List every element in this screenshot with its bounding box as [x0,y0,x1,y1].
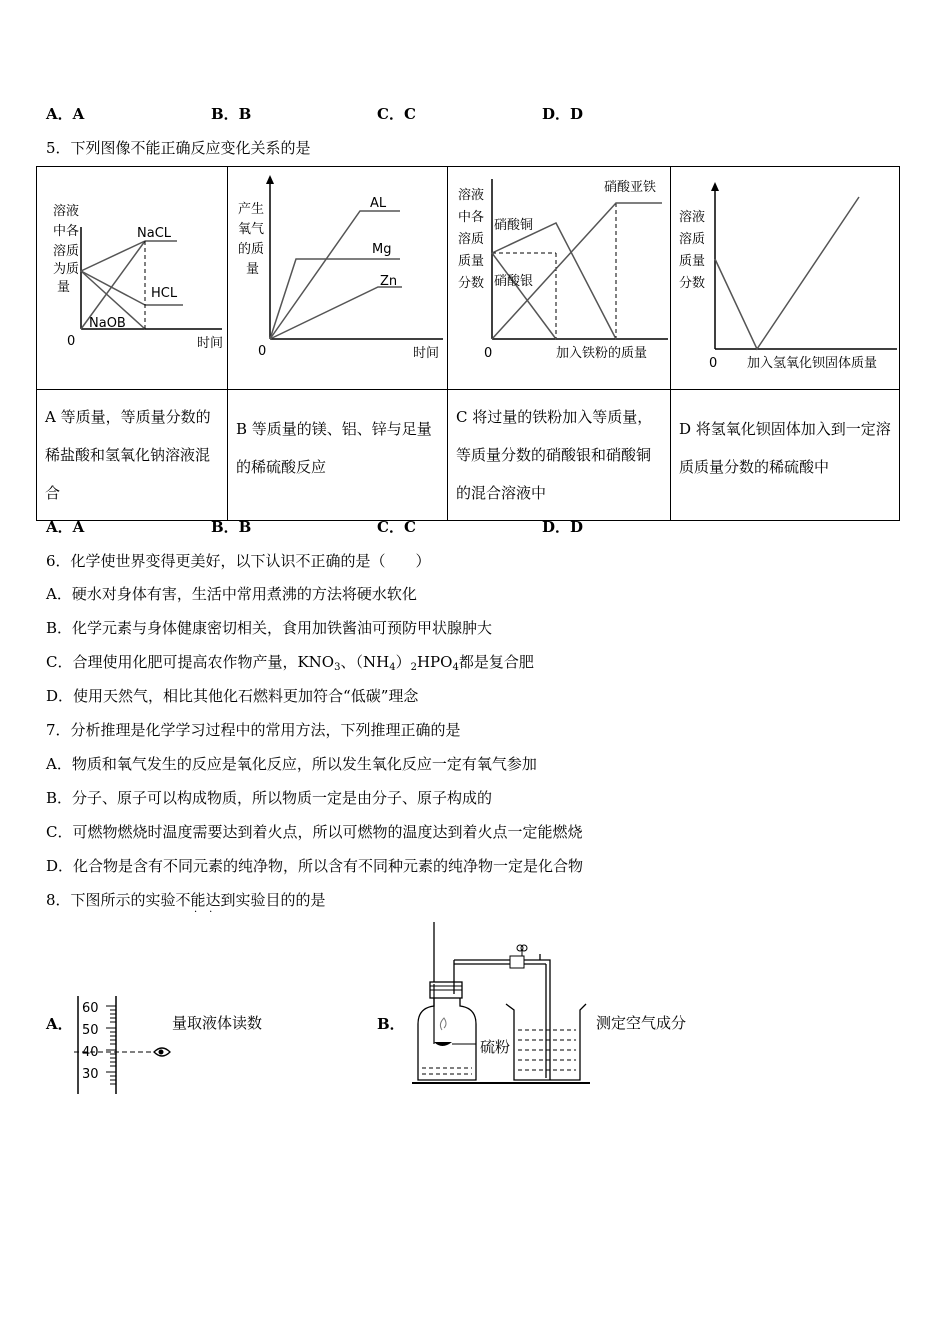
caption-c: C 将过量的铁粉加入等质量，等质量分数的硝酸银和硝酸铜的混合溶液中 [448,390,671,521]
graph-d-xlabel: 加入氢氧化钡固体质量 [747,356,878,371]
graph-c-label-fe: 硝酸亚铁 [604,180,657,195]
caption-b: B 等质量的镁、铝、锌与足量的稀硫酸反应 [228,390,448,521]
q7-option-c: C．可燃物燃烧时温度需要达到着火点，所以可燃物的温度达到着火点一定能燃烧 [46,823,583,841]
graph-c-ylabel-3: 溶质 [458,232,485,247]
graph-b-origin: 0 [258,344,267,359]
q7-option-b: B．分子、原子可以构成物质，所以物质一定是由分子、原子构成的 [46,789,493,807]
graph-c [448,167,670,389]
caption-a: A 等质量，等质量分数的稀盐酸和氢氧化钠溶液混合 [37,390,228,521]
graph-d [671,167,899,389]
q5-stem: 5．下列图像不能正确反应变化关系的是 [46,139,311,157]
graph-d-ylabel-3: 质量 [679,254,706,269]
q4-option-c: C．C [377,105,416,123]
graph-b-ylabel-1: 产生 [238,202,265,217]
graph-a-label-naoh: NaOB [89,316,126,331]
graph-b-line-mg [270,259,400,339]
graph-b-ylabel-4: 量 [246,262,260,277]
q4-option-d: D．D [542,105,584,123]
q8-option-b-caption: 测定空气成分 [596,1014,687,1032]
q6-option-b: B．化学元素与身体健康密切相关，食用加铁酱油可预防甲状腺肿大 [46,619,493,637]
q6-c-mid: 、（NH [340,653,390,671]
graph-a-xlabel: 时间 [197,336,224,351]
graph-a-ylabel-1: 溶液 [53,204,80,219]
graph-b-label-mg: Mg [372,242,392,257]
graph-c-ylabel-4: 质量 [458,254,485,269]
tick-40: 40 [82,1045,99,1060]
graph-a-line-nacl [81,241,145,271]
q5-graph-table [36,166,900,521]
q7-stem: 7．分析推理是化学学习过程中的常用方法，下列推理正确的是 [46,721,461,739]
q6-stem: 6．化学使世界变得更美好，以下认识不正确的是（ ） [46,552,431,570]
graph-c-label-cu: 硝酸铜 [494,218,534,233]
graph-d-ylabel-2: 溶质 [679,232,706,247]
q6-option-c [46,651,534,673]
graph-b-xlabel: 时间 [413,346,440,361]
q5-option-a: A．A [46,518,85,536]
graph-a-ylabel-5: 量 [57,280,71,295]
q6-option-d: D．使用天然气，相比其他化石燃料更加符合“低碳”理念 [46,687,419,705]
graph-b-label-zn: Zn [380,274,398,289]
graph-c-origin: 0 [484,346,493,361]
graph-c-line-ag-nitrate [492,253,556,339]
graph-d-line [715,197,859,349]
tick-30: 30 [82,1067,99,1082]
q5-option-c: C．C [377,518,416,536]
graph-b-ylabel-2: 氧气 [238,222,265,237]
graph-d-ylabel-1: 溶液 [679,210,706,225]
graph-b-y-arrow [266,175,274,184]
q7-option-d: D．化合物是含有不同元素的纯净物，所以含有不同种元素的纯净物一定是化合物 [46,857,584,875]
graph-c-ylabel-2: 中各 [458,210,485,225]
q5-option-d: D．D [542,518,584,536]
q6-c-sub2: 4 [389,662,396,673]
q6-c-mid2: ） [395,653,411,671]
graph-c-label-ag: 硝酸银 [494,274,534,289]
graph-a-origin: 0 [67,334,76,349]
graph-a-ylabel-2: 中各 [53,224,80,239]
q6-c-pre: C．合理使用化肥可提高农作物产量，KNO [46,653,335,671]
air-composition-apparatus [410,920,596,1090]
graph-b [228,167,447,389]
q6-c-post: HPO [416,653,453,671]
graph-c-ylabel-5: 分数 [458,276,485,291]
sulfur-label: 硫粉 [480,1038,511,1056]
graph-a [37,167,227,389]
tick-50: 50 [82,1023,99,1038]
emphasis-dots: ·· [194,907,225,918]
graph-d-ylabel-4: 分数 [679,276,706,291]
graph-d-y-arrow [711,182,719,191]
graph-a-label-nacl: NaCL [137,226,172,241]
q6-c-sub3: 2 [410,662,417,673]
tick-60: 60 [82,1001,99,1016]
q7-option-a: A．物质和氧气发生的反应是氧化反应，所以发生氧化反应一定有氧气参加 [46,755,537,773]
q5-option-b: B．B [211,518,252,536]
q8-option-b-label: B． [377,1015,405,1033]
graph-a-label-hcl: HCL [151,286,178,301]
q4-option-b: B．B [211,105,252,123]
graph-d-origin: 0 [709,356,718,371]
graph-b-ylabel-3: 的质 [238,242,265,257]
graduated-cylinder-diagram [70,990,180,1100]
q4-option-a: A．A [46,105,85,123]
q6-c-end: 都是复合肥 [458,653,534,671]
graph-a-ylabel-4: 为质 [53,262,80,277]
q6-c-sub4: 4 [452,662,459,673]
q8-stem: 8．下图所示的实验不能达到实验目的的是 [46,891,326,909]
graph-b-label-al: AL [370,196,387,211]
caption-d: D 将氢氧化钡固体加入到一定溶质质量分数的稀硫酸中 [671,390,900,521]
q6-c-sub1: 3 [334,662,341,673]
q6-option-a: A．硬水对身体有害，生活中常用煮沸的方法将硬水软化 [46,585,417,603]
q8-option-a-label: A． [46,1015,73,1033]
graph-b-line-zn [270,287,402,339]
graph-a-ylabel-3: 溶质 [53,244,80,259]
graph-c-xlabel: 加入铁粉的质量 [556,346,648,361]
q8-option-a-caption: 量取液体读数 [172,1014,263,1032]
graph-c-ylabel-1: 溶液 [458,188,485,203]
